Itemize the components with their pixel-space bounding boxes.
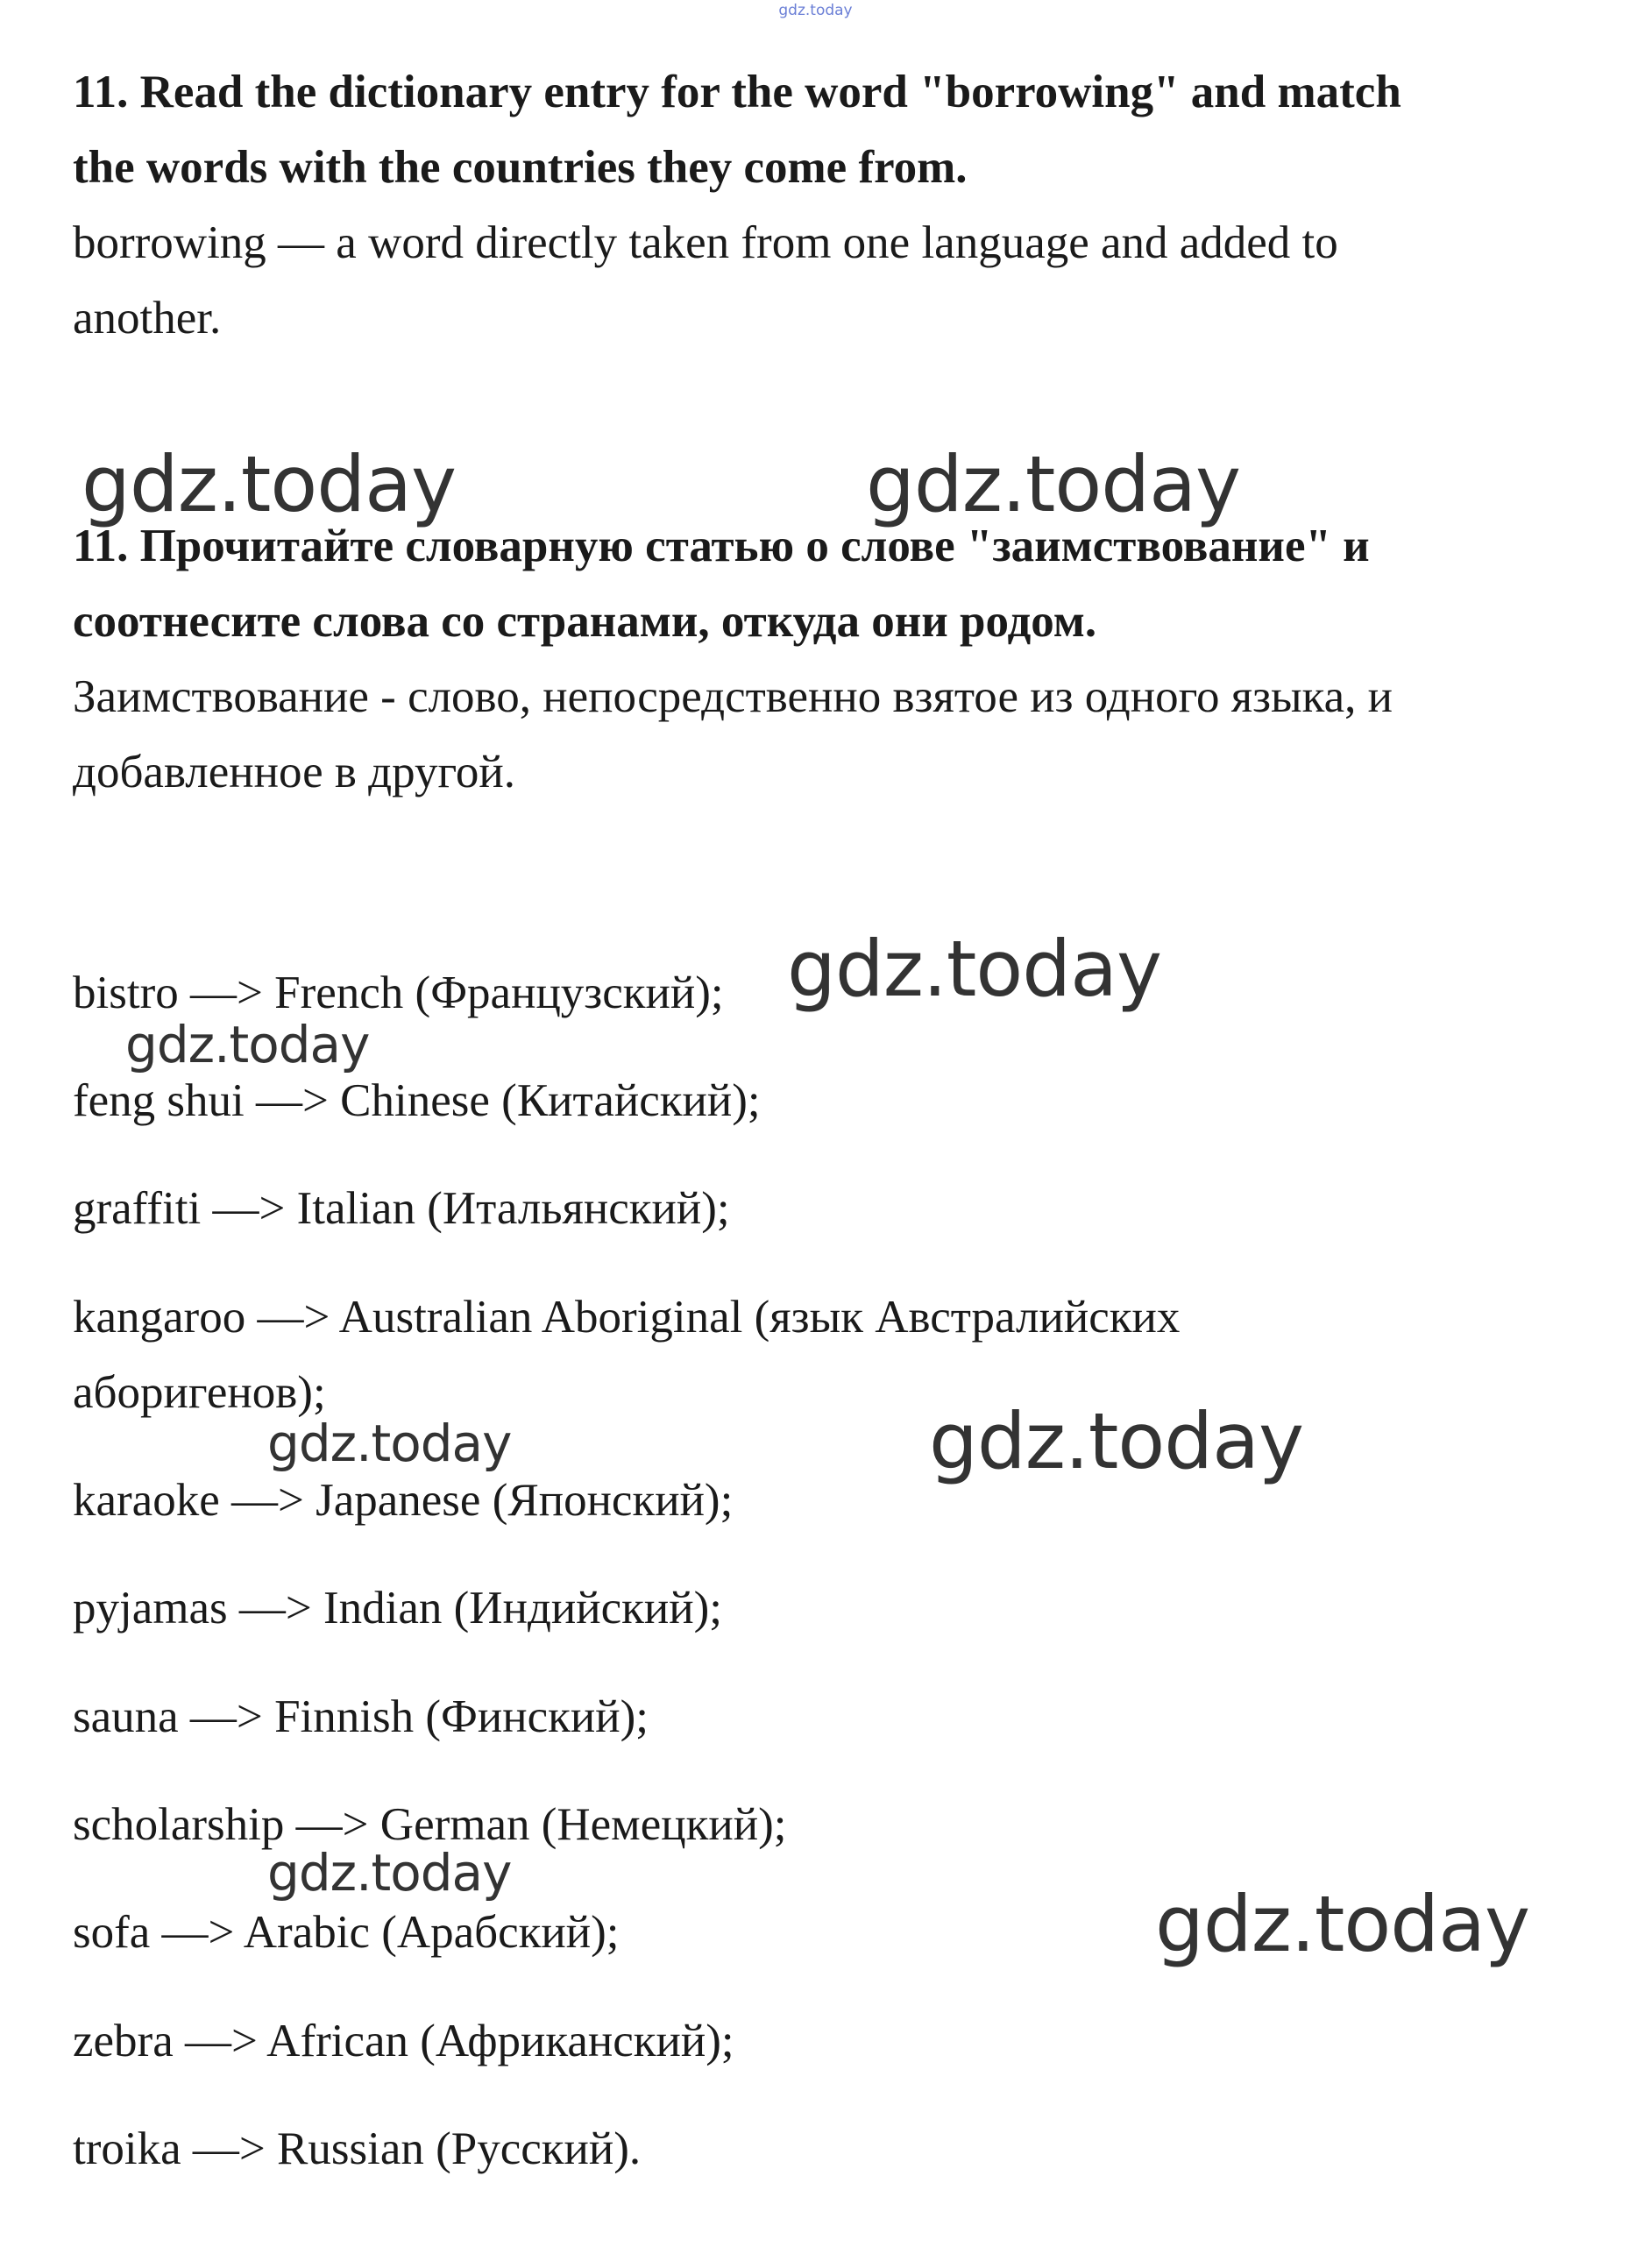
russian-definition-line-1: Заимствование - слово, непосредственно взятое из одного языка, и [73,671,1393,722]
russian-heading-line-1: 11. Прочитайте словарную статью о слове "заимствование" и [73,521,1370,571]
answer-item: feng shui —> Chinese (Китайский); [73,1075,761,1126]
answer-item: sofa —> Arabic (Арабский); [73,1907,620,1958]
answer-item: sauna —> Finnish (Финский); [73,1691,649,1742]
watermark: gdz.today [267,1414,512,1473]
watermark: gdz.today [929,1396,1304,1486]
english-heading-line-1: 11. Read the dictionary entry for the word "borrowing" and match [73,67,1401,117]
watermark: gdz.today [125,1015,370,1074]
watermark: gdz.today [866,439,1241,529]
russian-definition-line-2: добавленное в другой. [73,747,515,797]
watermark: gdz.today [82,439,457,529]
english-definition-line-1: borrowing — a word directly taken from one language and added to [73,217,1338,268]
watermark: gdz.today [267,1843,512,1903]
english-heading-line-2: the words with the countries they come from. [73,142,968,193]
answer-item: graffiti —> Italian (Итальянский); [73,1183,730,1234]
answer-item: kangaroo —> Australian Aboriginal (язык Австралийских [73,1292,1181,1343]
answer-item: troika —> Russian (Русский). [73,2123,642,2174]
watermark: gdz.today [1155,1879,1530,1969]
answer-item: bistro —> French (Французский); [73,967,724,1018]
watermark: gdz.today [787,924,1162,1014]
english-definition-line-2: another. [73,293,222,344]
top-watermark: gdz.today [778,2,853,19]
answer-item-continuation: аборигенов); [73,1367,326,1418]
russian-heading-line-2: соотнесите слова со странами, откуда они родом. [73,596,1097,647]
answer-item: karaoke —> Japanese (Японский); [73,1475,734,1526]
answer-item: scholarship —> German (Немецкий); [73,1799,787,1850]
answer-item: pyjamas —> Indian (Индийский); [73,1583,723,1634]
answer-item: zebra —> African (Африканский); [73,2016,734,2066]
